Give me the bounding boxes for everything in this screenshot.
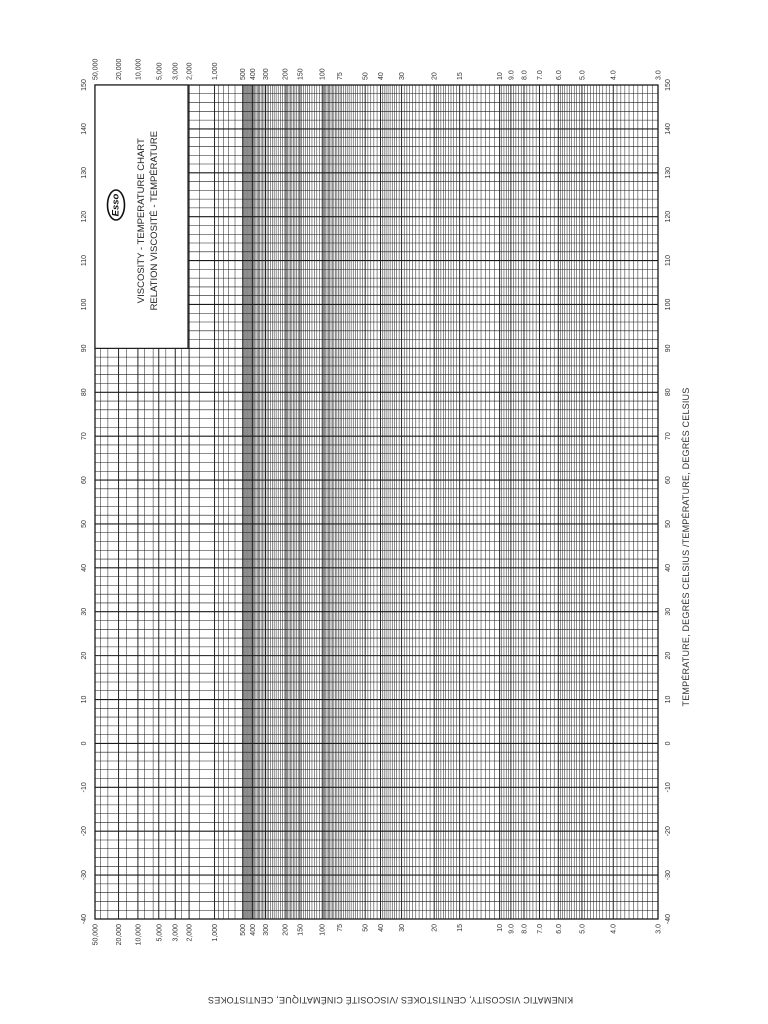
viscosity-tick-label-bottom: 4.0: [610, 924, 618, 934]
temperature-tick-label-right: 70: [665, 432, 672, 441]
viscosity-tick-label-bottom: 100: [319, 924, 327, 936]
viscosity-tick-label-top: 300: [263, 68, 271, 80]
temperature-tick-label-right: 100: [665, 298, 672, 311]
viscosity-tick-label-bottom: 10,000: [135, 924, 143, 946]
viscosity-tick-label-top: 100: [319, 68, 327, 81]
viscosity-tick-label-top: 40: [378, 72, 386, 80]
viscosity-tick-label-bottom: 9.0: [508, 924, 516, 934]
viscosity-tick-label-bottom: 30: [399, 924, 407, 932]
viscosity-tick-label-top: 10: [497, 72, 505, 80]
viscosity-tick-label-top: 50: [362, 72, 370, 80]
temperature-tick-label-left: 80: [81, 388, 88, 397]
temperature-tick-label-left: 110: [81, 254, 88, 267]
viscosity-tick-label-bottom: 1,000: [212, 924, 220, 942]
temperature-tick-label-left: 10: [81, 695, 88, 704]
temperature-tick-label-left: -40: [81, 913, 88, 925]
temperature-tick-label-right: -30: [665, 870, 672, 881]
temperature-tick-label-left: 40: [81, 563, 88, 572]
viscosity-tick-label-top: 4.0: [610, 70, 618, 80]
temperature-tick-label-right: 30: [665, 607, 672, 616]
temperature-tick-label-right: -20: [665, 826, 672, 837]
viscosity-tick-label-top: 400: [249, 68, 257, 80]
temperature-tick-label-right: -40: [665, 913, 672, 925]
viscosity-tick-label-top: 20: [431, 72, 439, 80]
viscosity-tick-label-bottom: 20: [431, 924, 439, 932]
temperature-tick-label-right: 50: [665, 520, 672, 528]
temperature-tick-label-right: 130: [665, 166, 672, 179]
viscosity-tick-label-top: 200: [282, 68, 290, 80]
viscosity-tick-label-top: 2,000: [186, 62, 194, 80]
temperature-tick-label-left: 130: [81, 166, 88, 179]
chart-title: VISCOSITY - TEMPERATURE CHART: [136, 138, 147, 304]
temperature-tick-label-left: 20: [81, 651, 88, 660]
viscosity-tick-label-top: 50,000: [92, 58, 100, 80]
temperature-tick-label-right: -10: [665, 782, 672, 793]
temperature-tick-label-right: 150: [665, 79, 672, 91]
temperature-tick-label-left: 50: [81, 520, 88, 528]
viscosity-tick-label-bottom: 150: [297, 924, 305, 936]
temperature-tick-label-left: 0: [81, 741, 88, 746]
viscosity-tick-label-bottom: 3,000: [172, 924, 180, 942]
viscosity-tick-label-bottom: 7.0: [536, 924, 544, 934]
x-axis-title: TEMPÉRATURE, DEGRÉS CELSIUS /TEMPÉRATURE, DEGRÉS CELSIUS: [681, 387, 691, 707]
viscosity-tick-label-bottom: 3.0: [655, 924, 663, 934]
temperature-tick-label-right: 60: [665, 476, 672, 484]
viscosity-tick-label-bottom: 300: [263, 924, 271, 936]
temperature-tick-label-right: 0: [665, 741, 672, 746]
temperature-tick-label-left: 60: [81, 476, 88, 484]
temperature-tick-label-right: 20: [665, 651, 672, 660]
viscosity-tick-label-top: 3,000: [172, 62, 180, 80]
viscosity-tick-label-top: 10,000: [135, 58, 143, 80]
temperature-tick-label-right: 40: [665, 563, 672, 572]
viscosity-tick-label-bottom: 20,000: [116, 924, 124, 946]
viscosity-tick-label-bottom: 8.0: [521, 924, 529, 934]
temperature-tick-label-left: 30: [81, 607, 88, 616]
y-axis-title: KINEMATIC VISCOSITY, CENTISTOKES /VISCOSITÉ CINÉMATIQUE, CENTISTOKES: [207, 995, 574, 1005]
viscosity-tick-label-bottom: 6.0: [555, 924, 563, 934]
chart-subtitle: RELATION VISCOSITÉ - TEMPÉRATURE: [149, 130, 160, 311]
viscosity-tick-label-bottom: 40: [378, 924, 386, 932]
esso-logo-text: Esso: [110, 193, 122, 217]
viscosity-tick-label-top: 7.0: [536, 70, 544, 80]
viscosity-tick-label-top: 5,000: [156, 62, 164, 80]
viscosity-tick-label-bottom: 50: [362, 924, 370, 932]
viscosity-tick-label-bottom: 2,000: [186, 924, 194, 942]
viscosity-tick-label-bottom: 400: [249, 924, 257, 936]
viscosity-tick-label-top: 15: [457, 72, 465, 80]
temperature-tick-label-right: 10: [665, 695, 672, 704]
temperature-tick-label-right: 140: [665, 123, 672, 135]
viscosity-tick-label-top: 30: [399, 72, 407, 80]
temperature-tick-label-right: 110: [665, 254, 672, 267]
viscosity-tick-label-top: 1,000: [212, 62, 220, 80]
temperature-tick-label-left: 140: [81, 123, 88, 135]
viscosity-tick-label-top: 500: [240, 68, 248, 80]
temperature-tick-label-left: 150: [81, 79, 88, 91]
viscosity-tick-label-bottom: 50,000: [92, 924, 100, 946]
viscosity-tick-label-top: 20,000: [116, 58, 124, 80]
viscosity-tick-label-top: 9.0: [508, 70, 516, 80]
viscosity-tick-label-bottom: 10: [497, 924, 505, 932]
temperature-tick-label-left: 90: [81, 344, 88, 353]
viscosity-tick-label-bottom: 200: [282, 924, 290, 936]
temperature-tick-label-right: 80: [665, 388, 672, 397]
viscosity-tick-label-bottom: 500: [240, 924, 248, 936]
temperature-tick-label-left: -10: [81, 782, 88, 793]
temperature-tick-label-left: 100: [81, 298, 88, 311]
viscosity-tick-label-top: 8.0: [521, 70, 529, 80]
temperature-tick-label-left: 70: [81, 432, 88, 441]
temperature-tick-label-left: -30: [81, 870, 88, 881]
temperature-tick-label-left: 120: [81, 210, 88, 223]
viscosity-tick-label-bottom: 5.0: [579, 924, 587, 934]
viscosity-tick-label-top: 6.0: [555, 70, 563, 80]
viscosity-tick-label-bottom: 75: [336, 924, 344, 932]
viscosity-tick-label-bottom: 5,000: [156, 924, 164, 942]
esso-logo: [108, 190, 125, 220]
viscosity-tick-label-top: 75: [336, 72, 344, 80]
viscosity-tick-label-top: 3.0: [655, 70, 663, 80]
viscosity-tick-label-top: 5.0: [579, 70, 587, 80]
temperature-tick-label-right: 90: [665, 344, 672, 353]
temperature-tick-label-left: -20: [81, 826, 88, 837]
viscosity-tick-label-bottom: 15: [457, 924, 465, 932]
viscosity-tick-label-top: 150: [297, 68, 305, 80]
temperature-tick-label-right: 120: [665, 210, 672, 223]
